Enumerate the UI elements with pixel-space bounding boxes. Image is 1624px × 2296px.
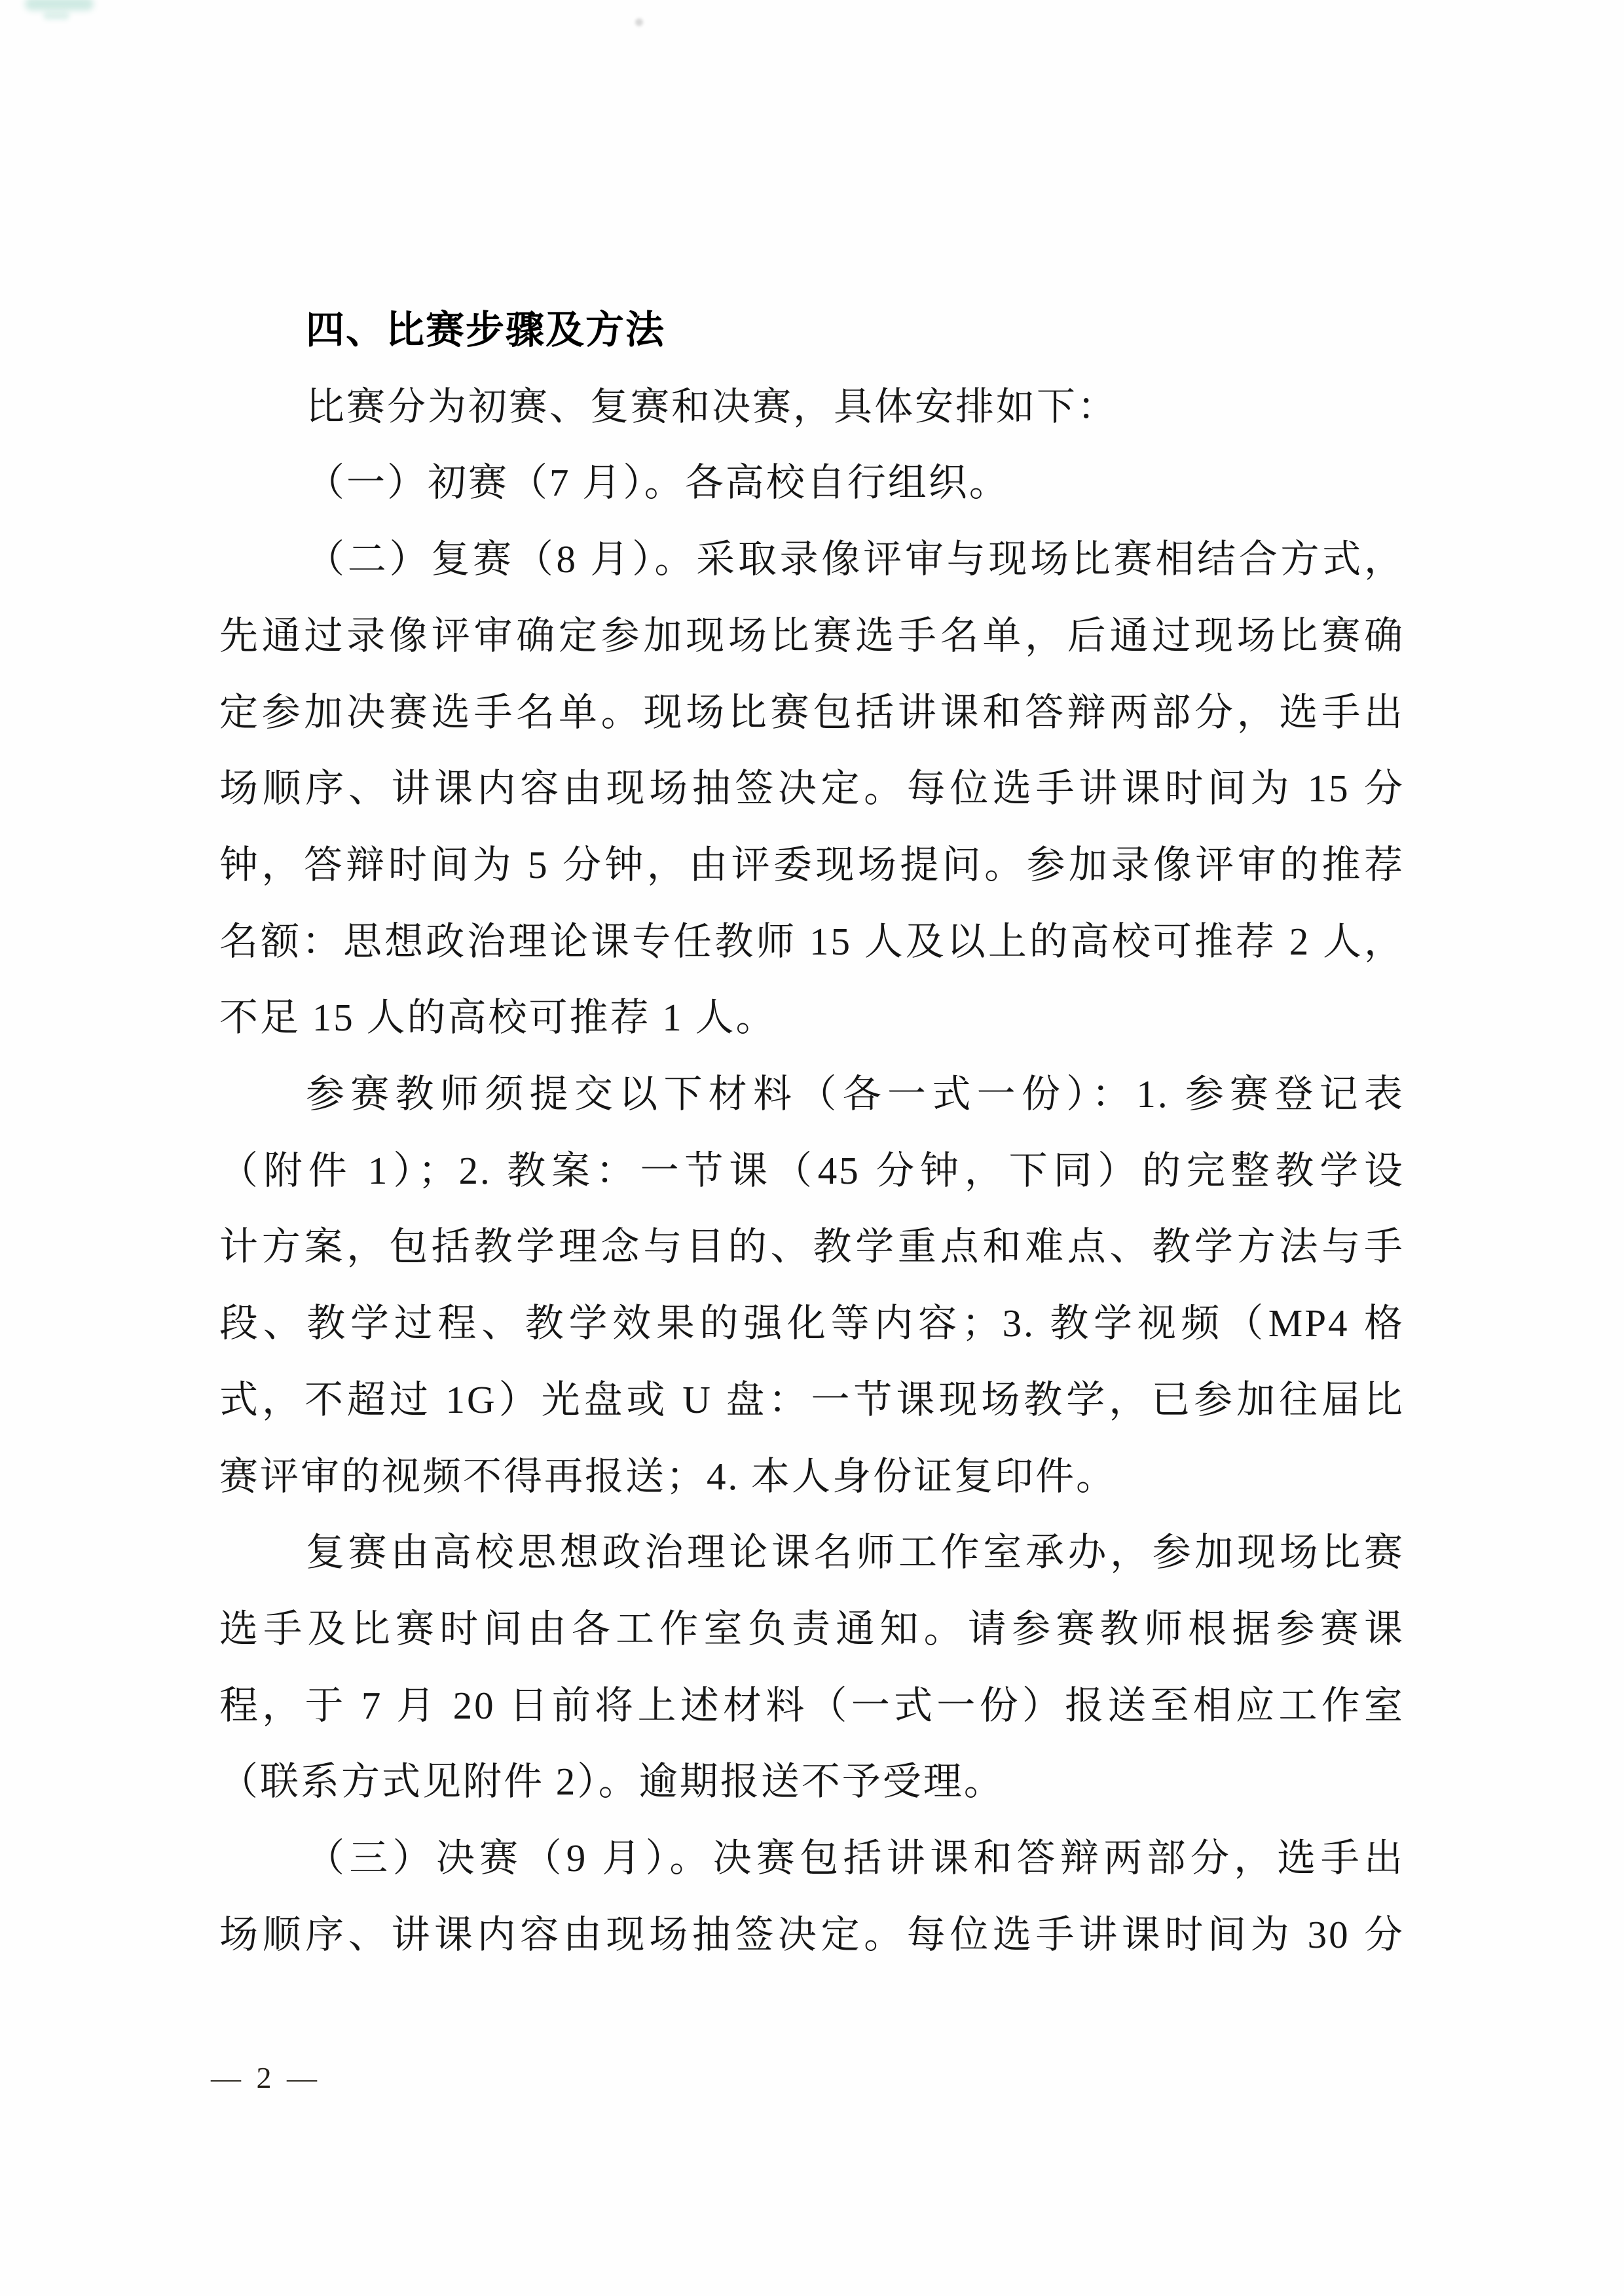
body-line: 不足 15 人的高校可推荐 1 人。 (219, 996, 777, 1040)
body-line: 计方案，包括教学理念与目的、教学重点和难点、教学方法与手 (219, 1225, 1405, 1269)
page-number: — 2 — (211, 2061, 321, 2094)
body-line: （联系方式见附件 2）。逾期报送不予受理。 (219, 1760, 1005, 1804)
body-line: 式，不超过 1G）光盘或 U 盘：一节课现场教学，已参加往届比 (219, 1377, 1405, 1421)
body-line: 场顺序、讲课内容由现场抽签决定。每位选手讲课时间为 15 分 (219, 767, 1405, 811)
document-body (219, 292, 1405, 1973)
scan-smudge-artifact (43, 12, 69, 20)
scan-dot-artifact (635, 18, 643, 26)
body-line: （三）决赛（9 月）。决赛包括讲课和答辩两部分，选手出 (306, 1836, 1405, 1880)
body-line: 程，于 7 月 20 日前将上述材料（一式一份）报送至相应工作室 (219, 1683, 1405, 1727)
body-line: 参赛教师须提交以下材料（各一式一份）：1. 参赛登记表 (306, 1072, 1405, 1116)
body-line: 赛评审的视频不得再报送；4. 本人身份证复印件。 (219, 1454, 1117, 1498)
section-heading: 四、比赛步骤及方法 (306, 308, 666, 352)
body-line: 段、教学过程、教学效果的强化等内容；3. 教学视频（MP4 格 (219, 1302, 1405, 1345)
body-line: 场顺序、讲课内容由现场抽签决定。每位选手讲课时间为 30 分 (219, 1912, 1405, 1956)
body-line: 钟，答辩时间为 5 分钟，由评委现场提问。参加录像评审的推荐 (219, 843, 1405, 886)
body-line: 定参加决赛选手名单。现场比赛包括讲课和答辩两部分，选手出 (219, 690, 1405, 734)
body-line: 选手及比赛时间由各工作室负责通知。请参赛教师根据参赛课 (219, 1607, 1405, 1650)
body-line: 先通过录像评审确定参加现场比赛选手名单，后通过现场比赛确 (219, 613, 1405, 657)
body-line: （一）初赛（7 月）。各高校自行组织。 (306, 461, 1010, 505)
body-line: 名额：思想政治理论课专任教师 15 人及以上的高校可推荐 2 人， (219, 919, 1405, 963)
body-line: 比赛分为初赛、复赛和决赛，具体安排如下： (306, 384, 1118, 428)
scan-smudge-artifact (25, 0, 94, 10)
body-line: 复赛由高校思想政治理论课名师工作室承办，参加现场比赛 (306, 1531, 1405, 1575)
body-line: （附件 1）；2. 教案：一节课（45 分钟，下同）的完整教学设 (219, 1148, 1405, 1192)
body-line: （二）复赛（8 月）。采取录像评审与现场比赛相结合方式， (306, 538, 1405, 581)
